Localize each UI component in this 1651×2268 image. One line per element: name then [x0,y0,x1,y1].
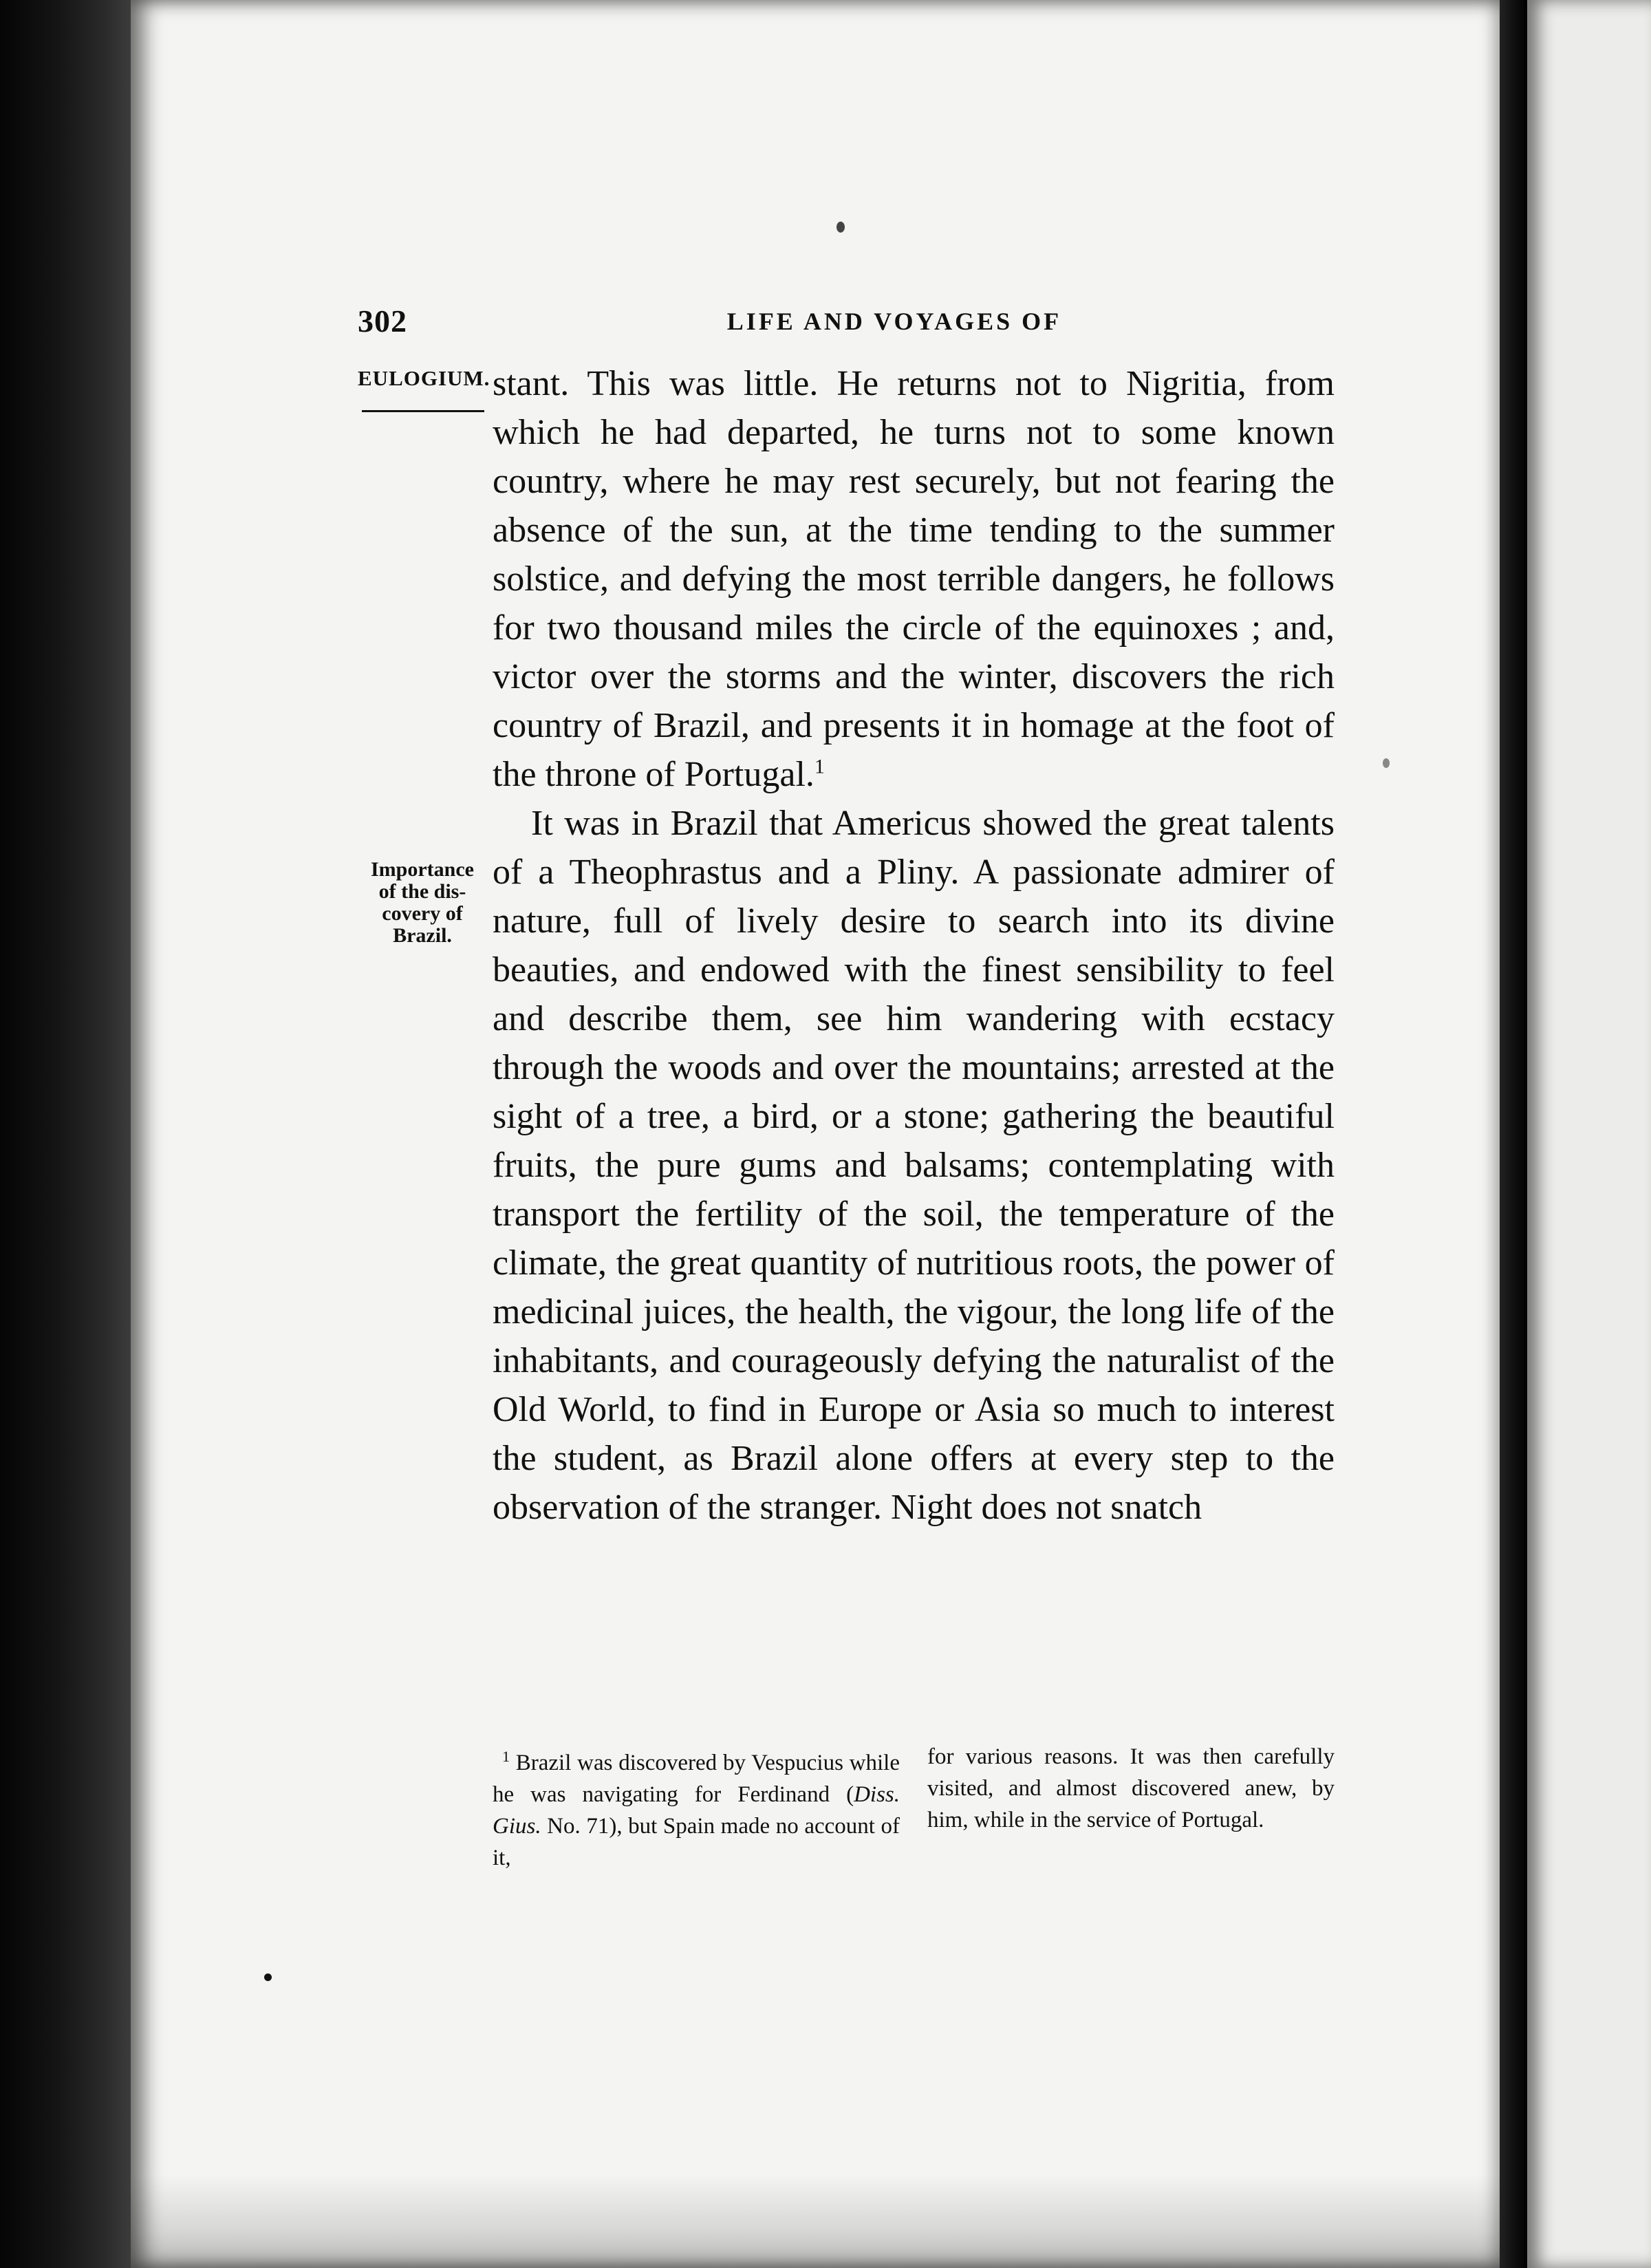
footnotes [493,1741,1335,1874]
footnote-text-part: No. 71), but Spain made no account of it, [493,1814,900,1870]
paragraph [493,359,1335,799]
margin-note-eulogium: EULOGIUM. [358,366,490,390]
footnote-reference: 1 [814,755,825,778]
margin-note-line: covery of [382,902,463,925]
margin-note-line: of the dis- [378,880,466,903]
running-head [358,303,1335,344]
ink-speck [837,222,845,233]
page-gutter [1500,0,1527,2268]
footnote-text-part: Brazil was discovered by Vespucius while he was navigating for Ferdinand ( [493,1751,900,1807]
ink-speck [264,1973,272,1981]
paragraph-2-text: It was in Brazil that Americus showed the great talents of a Theophrastus and a Pliny. A passionate admirer of nature, full of lively desire to search into its divine beauties, and endowed with the finest sensibility to feel and describe them, see him wandering with ecstacy through the woods and over the mountains; arrested at the sight of a tree, a bird, or a stone; gathering the beautiful fruits, the pure gums and balsams; contemplating with transport the fertility of the soil, the temperature of the climate, the great quantity of nutritious roots, the power of medicinal juices, the health, the vigour, the long life of the inhabitants, and courageously defying the naturalist of the Old World, to find in Europe or Asia so much to interest the student, as Brazil alone offers at every step to the observation of the stranger. Night does not snatch [493,804,1335,1527]
footnote-text [493,1741,900,1874]
footnote-column-2 [927,1741,1335,1874]
margin-note-importance [358,859,487,947]
margin-note-line: Brazil. [393,924,452,947]
running-title: LIFE AND VOYAGES OF [726,308,1062,335]
footnote-citation: Diss. Gius. [493,1782,900,1839]
margin-note-line: Importance [371,858,474,881]
margin-note-rule [362,410,484,412]
paragraph-1-text: stant. This was little. He returns not to Nigritia, from which he had departed, he turns not to some known country, where he may rest securely, but not fearing the absence of the sun, at the time tending to the summer solstice, and defying the most terrible dangers, he follows for two thousand miles the circle of the equinoxes ; and, victor over the storms and the winter, discovers the rich country of Brazil, and presents it in homage at the foot of the throne of Portugal. [493,364,1335,794]
page-bottom-shadow [131,2174,1500,2268]
facing-page-edge [1527,0,1651,2268]
footnote-text: for various reasons. It was then carefully visited, and almost discovered anew, by him, while in the service of Portugal. [927,1744,1335,1832]
ink-speck [1383,758,1390,768]
footnote-column-1 [493,1741,900,1874]
body-text [493,359,1335,1532]
paragraph [493,799,1335,1532]
footnote-marker: 1 [502,1748,510,1765]
page-number: 302 [358,303,407,339]
book-spine [0,0,131,2268]
